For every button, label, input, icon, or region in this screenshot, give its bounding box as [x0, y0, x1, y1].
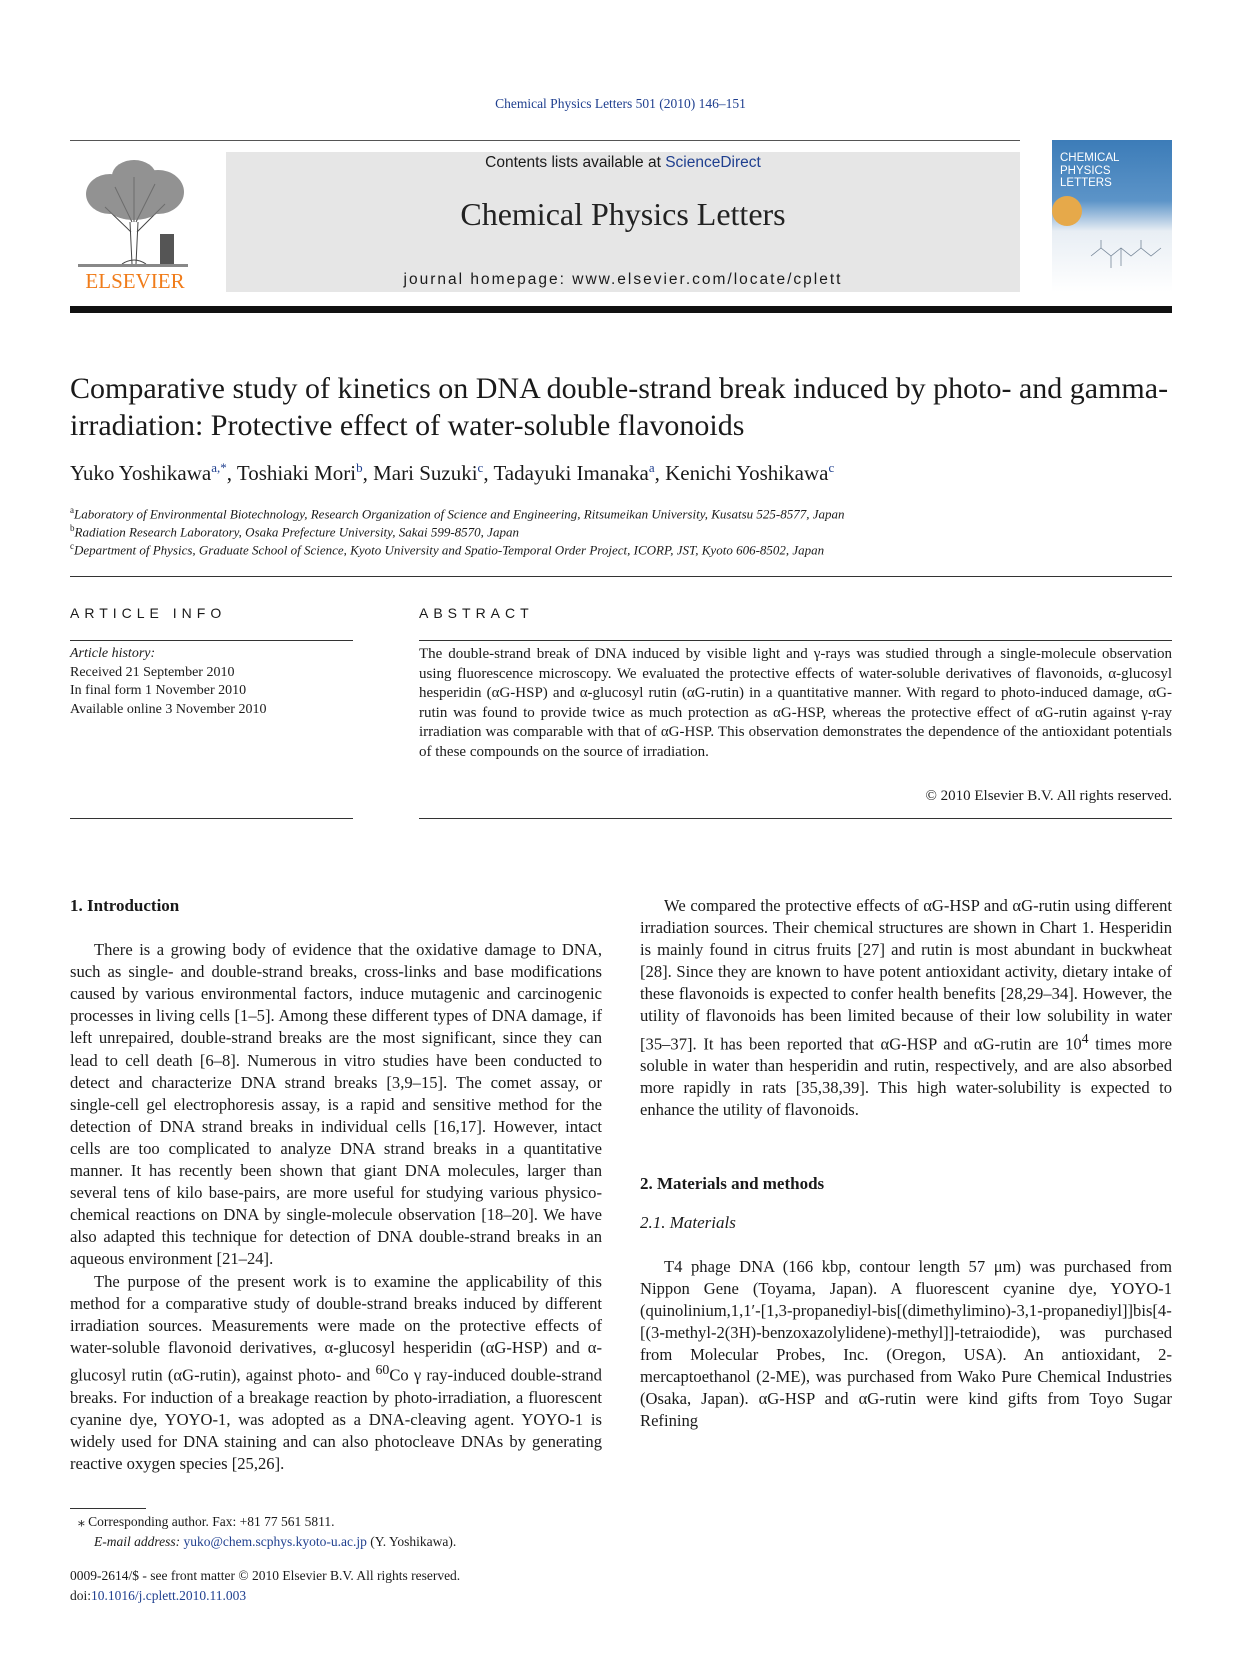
- section-heading-methods: 2. Materials and methods: [640, 1174, 825, 1194]
- journal-name: Chemical Physics Letters: [460, 196, 786, 232]
- tree-icon: [70, 152, 200, 292]
- author: Toshiaki Mori$^b$,: [236, 460, 374, 485]
- intro-paragraph-1: There is a growing body of evidence that the oxidative damage to DNA, such as single- and double-strand breaks, cross-links and base modifications caused by various environmental factors, induce mutagenic and carcinogenic processes in living cells [1–5]. Among these different types of DNA damage, if left unrepaired, double-strand breaks are the most significant, since they can lead to cell death [6–8]. Numerous in vitro studies have been conducted to detect and characterize DNA strand breaks [3,9–15]. The comet assay, or single-cell gel electrophoresis assay, is a rapid and sensitive method for the detection of DNA strand breaks in individual cells [16,17]. However, intact cells are too complicated to analyze DNA strand breaks in a quantitative manner. It has recently been shown that giant DNA molecules, larger than several tens of kilo base-pairs, are more useful for studying various physico-chemical reactions on DNA by single-molecule observation [18–20]. We have also adapted this technique for detection of DNA double-strand breaks in an aqueous environment [21–24].: [70, 940, 602, 1269]
- received-date: Received 21 September 2010: [70, 664, 235, 680]
- author-sup[interactable]: a: [648, 460, 655, 475]
- intro-paragraph-2: The purpose of the present work is to examine the applicability of this method for a comparative study of double-strand breaks induced by different irradiation sources. Measurements were made on the protective effects of water-soluble flavonoid derivatives, α-glucosyl hesperidin (αG-HSP) and α-glucosyl rutin (αG-rutin), against photo- and $^{60}$Co γ ray-induced double-strand breaks. For induction of a breakage reaction by photo-irradiation, a fluorescent cyanine dye, YOYO-1, was adopted as a DNA-cleaving agent. YOYO-1 is widely used for DNA staining and can also photocleave DNAs by generating reactive oxygen species [25,26].: [70, 1271, 602, 1473]
- journal-cover: [1052, 140, 1172, 292]
- divider: [419, 818, 1172, 819]
- author-list: [70, 460, 1172, 486]
- header-thick-rule: [70, 306, 1172, 313]
- divider: [70, 818, 353, 819]
- doi-line: doi:10.1016/j.cplett.2010.11.003: [70, 1587, 247, 1603]
- email-link[interactable]: yuko@chem.scphys.kyoto-u.ac.jp: [183, 1533, 367, 1549]
- contents-prefix: Contents lists available at: [485, 154, 666, 171]
- history-label: Article history:: [70, 646, 156, 661]
- cover-title: CHEMICAL PHYSICS LETTERS: [1060, 152, 1119, 189]
- online-date: Available online 3 November 2010: [70, 701, 267, 717]
- corresponding-author: ⁎ Corresponding author. Fax: +81 77 561 5811.: [78, 1514, 335, 1529]
- article-title: Comparative study of kinetics on DNA double-strand break induced by photo- and gamma-irradiation: Protective effect of water-soluble flavonoids: [70, 372, 1169, 442]
- footnote: [78, 1512, 598, 1551]
- doi-link[interactable]: 10.1016/j.cplett.2010.11.003: [91, 1587, 247, 1603]
- affiliation-a: $^a$Laboratory of Environmental Biotechnology, Research Organization of Science and Engineering, Ritsumeikan University, Kusatsu 525-8577, Japan: [70, 505, 845, 522]
- cover-orb-icon: [1052, 196, 1082, 226]
- article-info-heading: ARTICLE INFO: [70, 605, 227, 621]
- author: Yuko Yoshikawa$^{a,*}$,: [70, 460, 237, 485]
- author: Mari Suzuki$^c$,: [373, 460, 494, 485]
- divider: [70, 576, 1172, 577]
- journal-reference[interactable]: Chemical Physics Letters 501 (2010) 146–151: [495, 96, 746, 111]
- affiliation-c: $^c$Department of Physics, Graduate School of Science, Kyoto University and Spatio-Temporal Order Project, ICORP, JST, Kyoto 606-8502, Japan: [70, 541, 825, 558]
- left-column: [70, 895, 602, 1475]
- author: Kenichi Yoshikawa$^c$: [665, 460, 835, 485]
- affiliation-b: $^b$Radiation Research Laboratory, Osaka Prefecture University, Sakai 599-8570, Japan: [70, 523, 519, 540]
- section-heading-introduction: 1. Introduction: [70, 896, 180, 915]
- elsevier-logo: [70, 152, 200, 292]
- abstract-text: The double-strand break of DNA induced by visible light and γ-rays was studied through a single-molecule observation using fluorescence microscopy. We evaluated the protective effects of water-soluble derivatives of flavonoids, α-glucosyl hesperidin (αG-HSP) and α-glucosyl rutin (αG-rutin) in a quantitative manner. With regard to photo-induced damage, αG-rutin was found to provide twice as much protection as αG-HSP, whereas the protective effect of αG-rutin against γ-ray irradiation was comparable with that of αG-HSP. This observation demonstrates the dependence of the antioxidant potentials of these compounds on the source of irradiation.: [419, 646, 1172, 760]
- author-sup[interactable]: a,*: [211, 460, 227, 475]
- subsection-heading-materials: 2.1. Materials: [640, 1212, 736, 1232]
- author-sup[interactable]: b: [356, 460, 363, 475]
- contents-line: [226, 154, 1020, 172]
- final-form-date: In final form 1 November 2010: [70, 683, 247, 698]
- journal-homepage[interactable]: journal homepage: www.elsevier.com/locate/cplett: [403, 271, 843, 288]
- footnote-rule: [70, 1508, 146, 1509]
- divider: [70, 640, 353, 641]
- intro-paragraph-3: We compared the protective effects of αG-HSP and αG-rutin using different irradiation sources. Their chemical structures are shown in Chart 1. Hesperidin is mainly found in citrus fruits [27] and rutin is most abundant in buckwheat [28]. Since they are known to have potent antioxidant activity, dietary intake of these flavonoids is expected to confer health benefits [28,29–34]. However, the utility of flavonoids has been limited because of their low solubility in water [35–37]. It has been reported that αG-HSP and αG-rutin are $10^4$ times more soluble in water than hesperidin and rutin, respectively, and are also absorbed more rapidly in rats [35,38,39]. This high water-solubility is expected to enhance the utility of flavonoids.: [640, 896, 1173, 1120]
- author-sup[interactable]: c: [477, 460, 484, 475]
- issn-line: 0009-2614/$ - see front matter © 2010 Elsevier B.V. All rights reserved.: [70, 1568, 461, 1583]
- divider: [419, 640, 1172, 641]
- article-history: [70, 645, 350, 719]
- author-sup[interactable]: c: [828, 460, 835, 475]
- sciencedirect-link[interactable]: ScienceDirect: [665, 154, 761, 171]
- front-matter: [70, 1566, 630, 1605]
- cover-structure-icon: [1086, 236, 1166, 276]
- author: Tadayuki Imanaka$^a$,: [493, 460, 666, 485]
- header-rule: [70, 140, 1020, 141]
- abstract-heading: ABSTRACT: [419, 605, 534, 621]
- abstract-copyright: © 2010 Elsevier B.V. All rights reserved.: [925, 788, 1172, 804]
- right-column: [640, 895, 1172, 1432]
- materials-paragraph: T4 phage DNA (166 kbp, contour length 57 μm) was purchased from Nippon Gene (Toyama, Japan). A fluorescent cyanine dye, YOYO-1 (quinolinium,1,1′-[1,3-propanediyl-bis[(dimethylimino)-3,1-propanediyl]]bis[4-[(3-methyl-2(3H)-benzoxazolylidene)-methyl]]-tetraiodide), was purchased from Molecular Probes, Inc. (Oregon, USA). An antioxidant, 2-mercaptoethanol (2-ME), was purchased from Wako Pure Chemical Industries (Osaka, Japan). αG-HSP and αG-rutin were kind gifts from Toyo Sugar Refining: [640, 1256, 1172, 1431]
- email-line: E-mail address: yuko@chem.scphys.kyoto-u.ac.jp (Y. Yoshikawa).: [94, 1533, 457, 1549]
- publisher-wordmark: ELSEVIER: [85, 269, 185, 292]
